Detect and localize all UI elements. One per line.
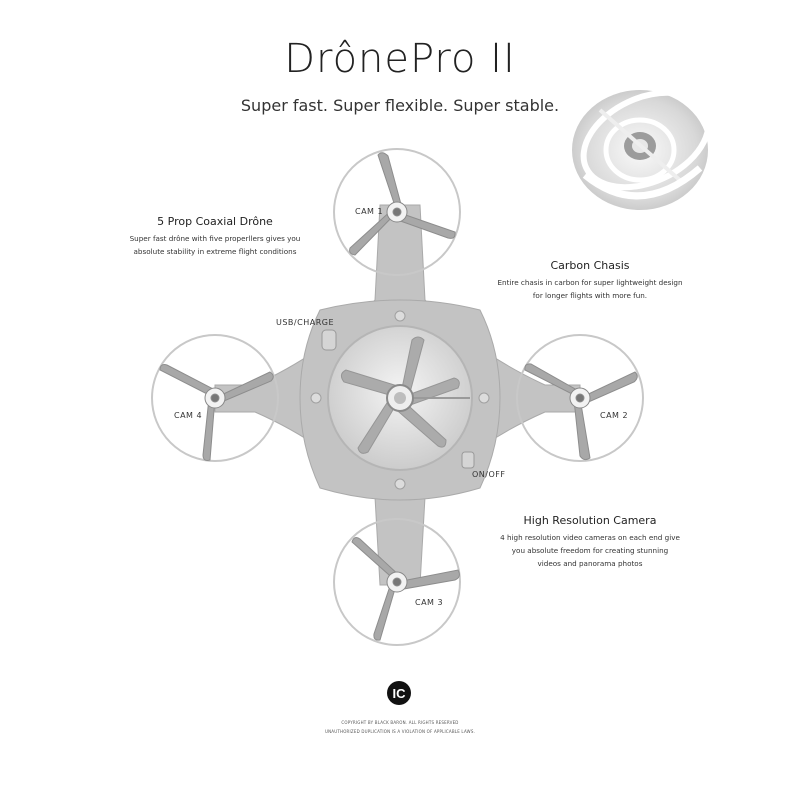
copyright-line: UNAUTHORIZED DUPLICATION IS A VIOLATION OF APPLICABLE LAWS. — [324, 729, 476, 734]
feature-desc-line: videos and panorama photos — [537, 559, 643, 568]
onoff-switch — [462, 452, 474, 468]
feature-chasis — [490, 259, 690, 302]
label-onoff: ON/OFF — [472, 470, 506, 479]
page-subtitle: Super fast. Super flexible. Super stable. — [240, 96, 560, 115]
central-rotor — [328, 326, 472, 470]
label-cam1: CAM 1 — [355, 207, 384, 216]
feature-title: 5 Prop Coaxial Drône — [157, 215, 273, 228]
feature-desc-line: for longer flights with more fun. — [532, 291, 648, 300]
label-usb-charge: USB/CHARGE — [276, 318, 335, 327]
detail-inset-image — [568, 74, 723, 210]
label-cam4: CAM 4 — [174, 411, 203, 420]
brand-logo — [387, 681, 411, 705]
feature-desc-line: you absolute freedom for creating stunning — [511, 546, 669, 555]
feature-coaxial — [120, 215, 310, 258]
feature-desc-line: 4 high resolution video cameras on each end give — [500, 533, 680, 542]
feature-title: High Resolution Camera — [523, 514, 657, 527]
usb-port — [322, 330, 336, 350]
feature-desc-line: Super fast drône with five properllers gives you — [129, 234, 301, 243]
logo-text: IC — [392, 686, 406, 701]
feature-title: Carbon Chasis — [550, 259, 630, 272]
page-title: DrônePro II — [284, 36, 516, 82]
copyright-line: COPYRIGHT BY BLACK BARON. ALL RIGHTS RESERVED — [341, 720, 459, 725]
feature-desc-line: absolute stability in extreme flight conditions — [133, 247, 297, 256]
feature-camera — [490, 514, 690, 570]
feature-desc-line: Entire chasis in carbon for super lightweight design — [497, 278, 683, 287]
label-cam3: CAM 3 — [415, 598, 444, 607]
label-cam2: CAM 2 — [600, 411, 629, 420]
